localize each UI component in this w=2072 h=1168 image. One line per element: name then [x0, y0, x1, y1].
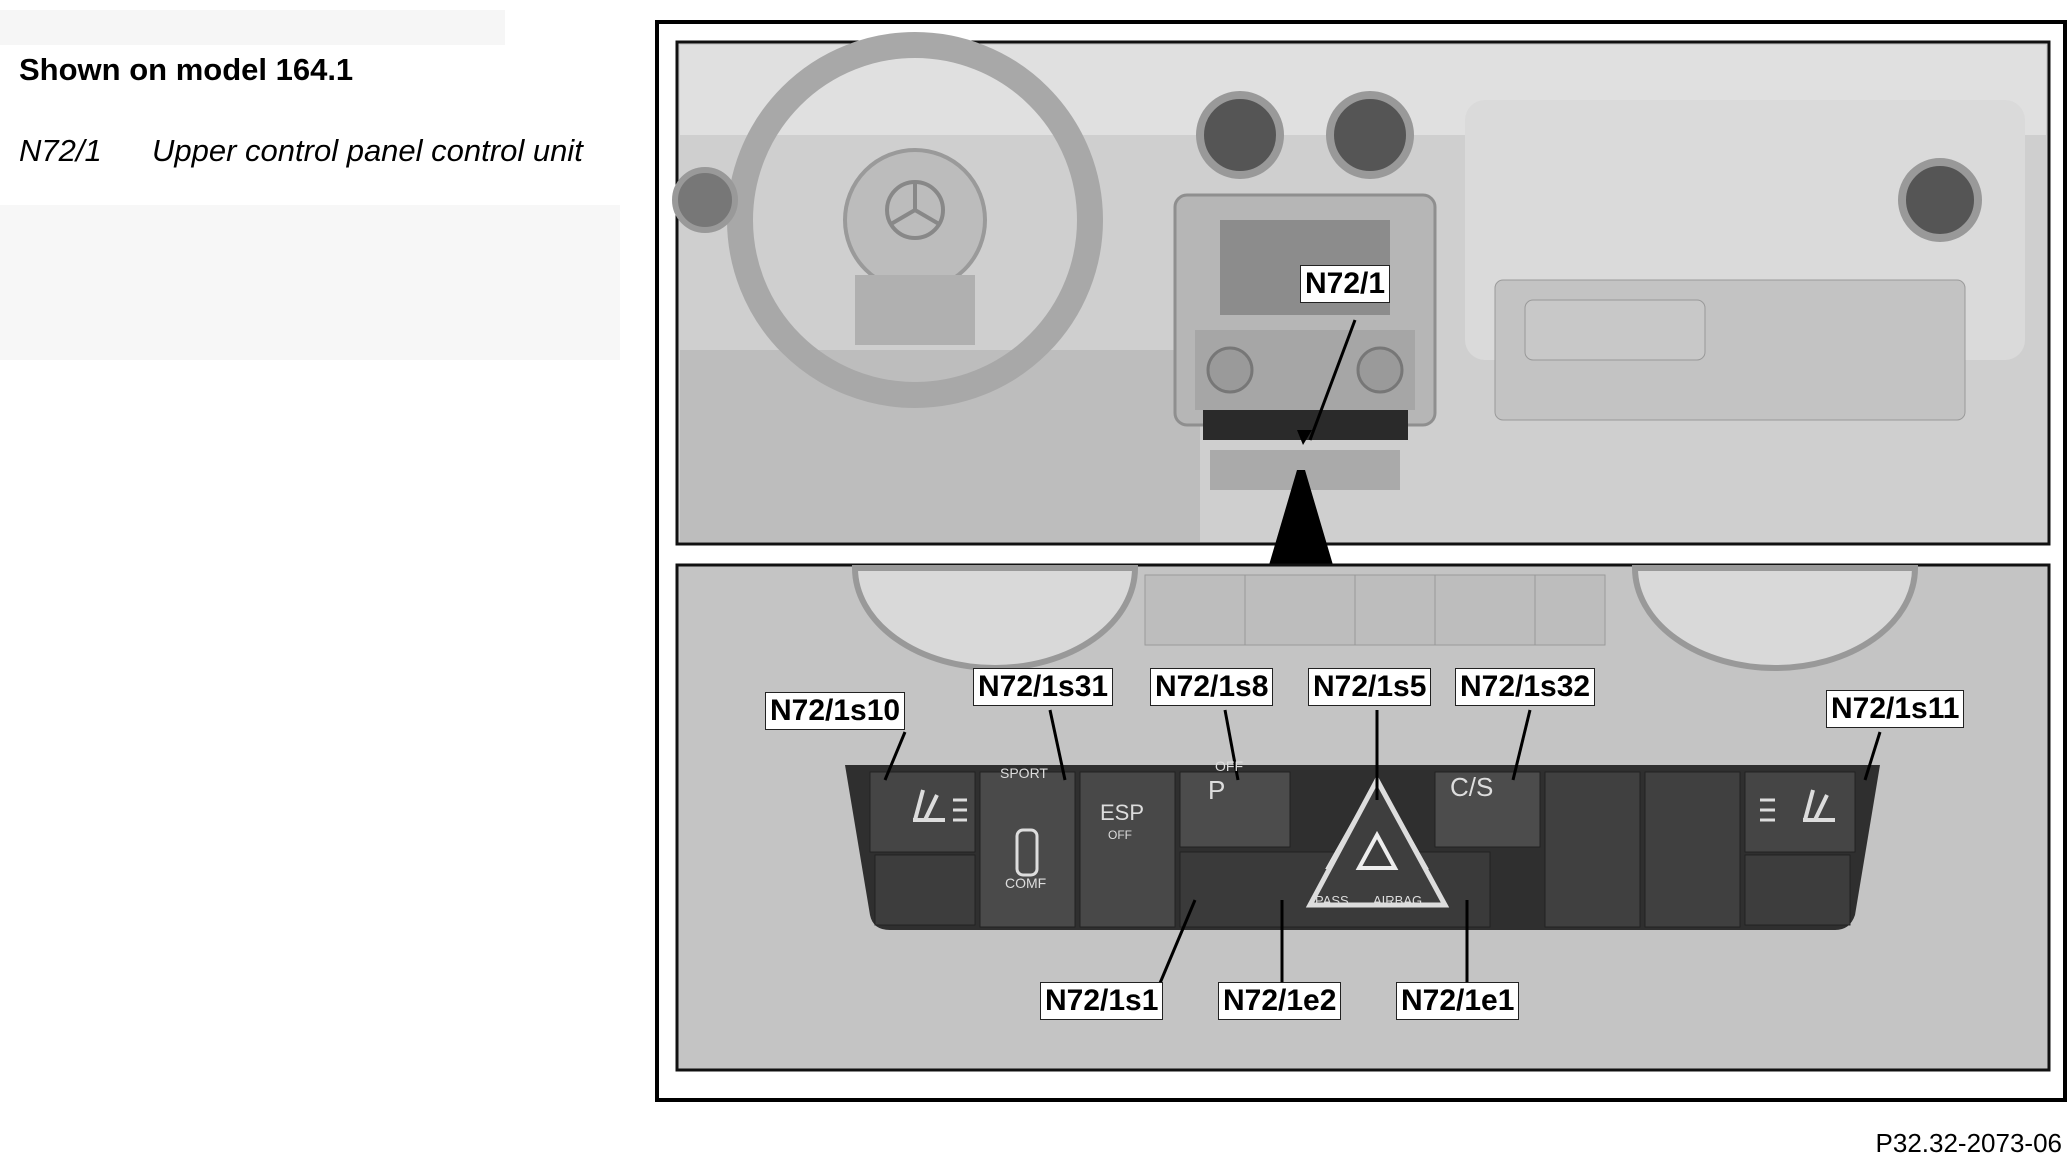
legend-panel — [0, 0, 620, 360]
sport-label: SPORT — [1000, 765, 1048, 781]
callout-n72-1s5: N72/1s5 — [1308, 668, 1431, 706]
model-heading: Shown on model 164.1 — [19, 52, 354, 87]
parktronic-off-label: OFF — [1215, 758, 1243, 774]
callout-n72-1e1: N72/1e1 — [1396, 982, 1519, 1020]
callout-n72-1s10: N72/1s10 — [765, 692, 905, 730]
pass-label: PASS — [1315, 893, 1349, 908]
esp-label: ESP — [1100, 800, 1145, 825]
legend-description: Upper control panel control unit — [152, 133, 583, 168]
callout-n72-1: N72/1 — [1300, 265, 1390, 303]
callout-n72-1s11: N72/1s11 — [1826, 690, 1964, 728]
comf-label: COMF — [1005, 875, 1047, 891]
figure-reference: P32.32-2073-06 — [1875, 1128, 2062, 1158]
dashboard-illustration — [655, 20, 2067, 1102]
control-panel-closeup — [677, 565, 2049, 1070]
legend-shade — [0, 205, 620, 360]
airbag-label: AIRBAG — [1373, 893, 1423, 908]
callout-n72-1s1: N72/1s1 — [1040, 982, 1163, 1020]
callout-n72-1e2: N72/1e2 — [1218, 982, 1341, 1020]
callout-n72-1s8: N72/1s8 — [1150, 668, 1273, 706]
esp-off-label: OFF — [1108, 828, 1132, 842]
callout-n72-1s32: N72/1s32 — [1455, 668, 1595, 706]
cs-label: C/S — [1450, 772, 1494, 802]
legend-code: N72/1 — [19, 133, 102, 168]
heading-shade — [0, 10, 505, 45]
callout-n72-1s31: N72/1s31 — [973, 668, 1113, 706]
parktronic-label: P — [1208, 775, 1226, 805]
